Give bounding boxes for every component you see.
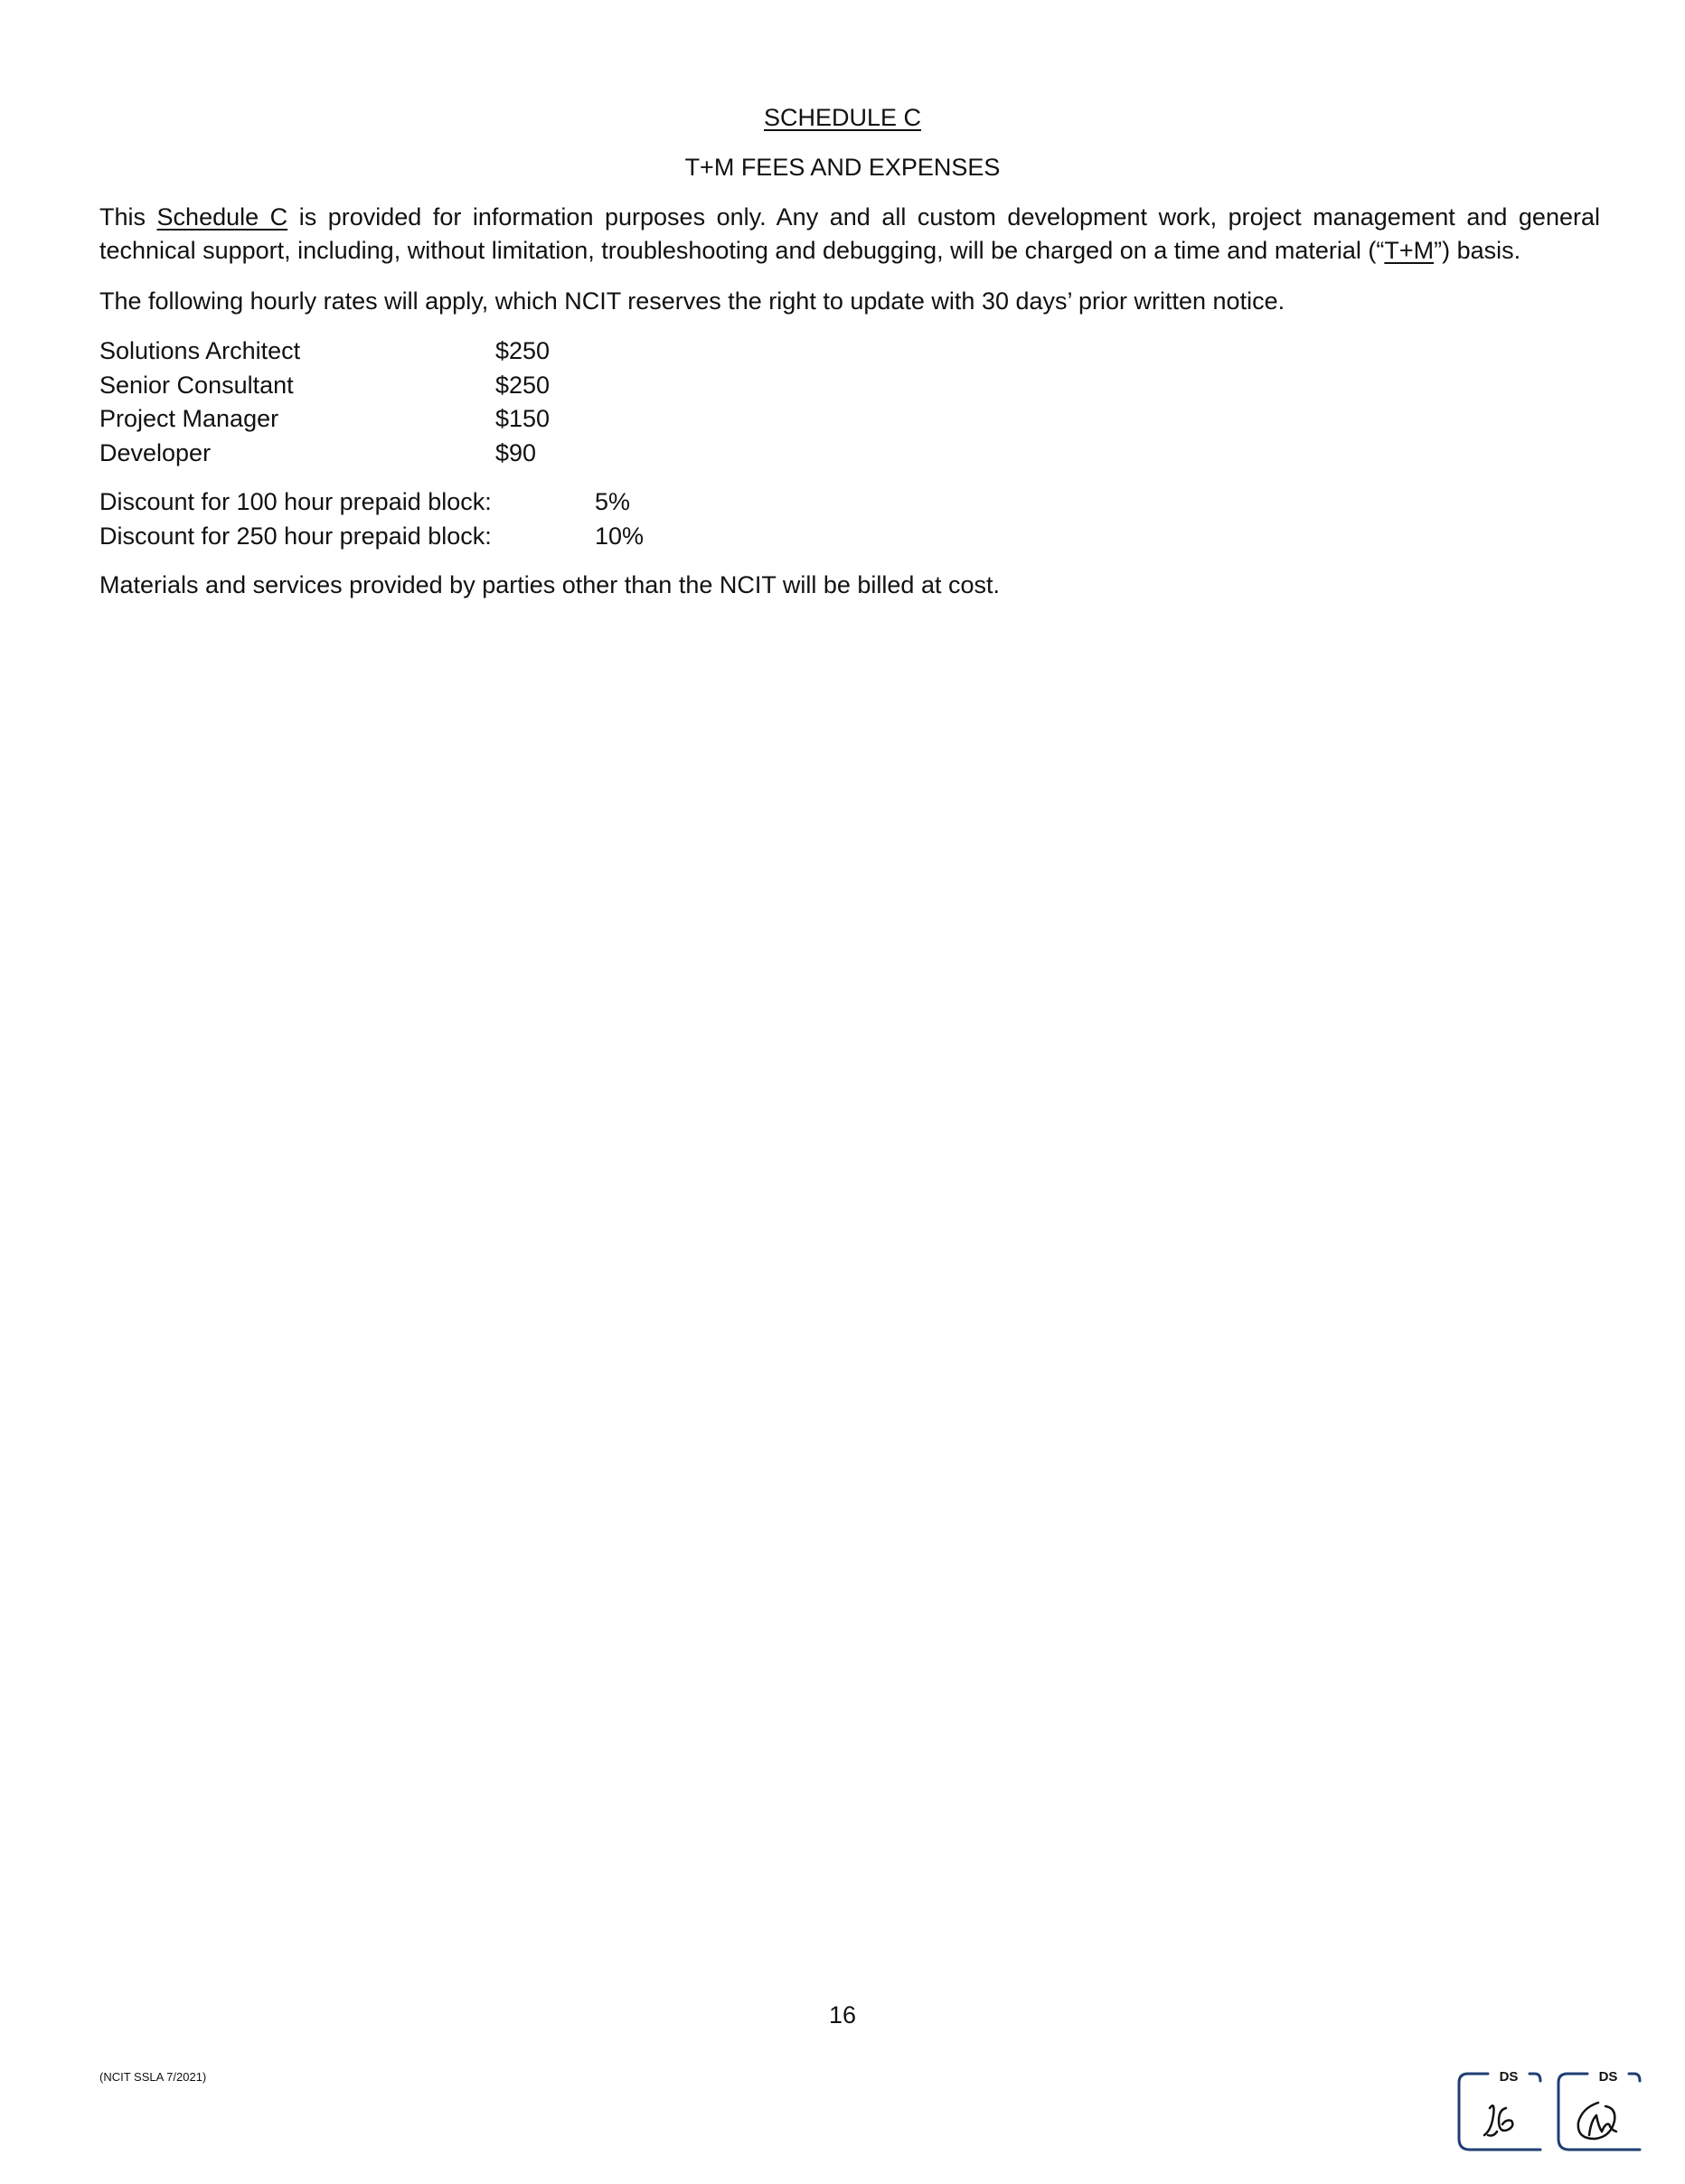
footer-reference: (NCIT SSLA 7/2021) bbox=[99, 2070, 207, 2084]
schedule-subtitle: T+M FEES AND EXPENSES bbox=[684, 154, 1001, 181]
schedule-title-text: SCHEDULE C bbox=[763, 104, 922, 131]
rates-intro-paragraph: The following hourly rates will apply, which NCIT reserves the right to update with 30 days’ prior written notice. bbox=[99, 287, 1285, 315]
intro-pre: This bbox=[99, 203, 157, 231]
discount-value: 10% bbox=[595, 522, 645, 550]
materials-note: Materials and services provided by parties other than the NCIT will be billed at cost. bbox=[99, 571, 1000, 598]
discount-row bbox=[99, 520, 644, 554]
schedule-reference: Schedule C bbox=[156, 203, 288, 231]
docusign-initials-stamp bbox=[1452, 2063, 1567, 2160]
rate-row bbox=[99, 437, 550, 471]
discount-label: Discount for 250 hour prepaid block: bbox=[99, 522, 492, 550]
rate-role: Project Manager bbox=[99, 405, 279, 432]
rate-value: $150 bbox=[495, 405, 551, 432]
rate-role: Developer bbox=[99, 438, 212, 466]
discounts-list bbox=[99, 485, 644, 553]
rate-value: $90 bbox=[495, 438, 537, 466]
page-number: 16 bbox=[828, 2001, 857, 2029]
rate-row bbox=[99, 402, 550, 437]
stamp-label: DS bbox=[1499, 2069, 1519, 2085]
rate-row bbox=[99, 334, 550, 369]
docusign-initials-stamp bbox=[1551, 2063, 1667, 2160]
rate-value: $250 bbox=[495, 371, 551, 399]
discount-value: 5% bbox=[595, 488, 631, 515]
tm-abbreviation: T+M bbox=[1384, 237, 1435, 264]
rate-role: Senior Consultant bbox=[99, 371, 294, 399]
stamp-label: DS bbox=[1598, 2069, 1618, 2085]
rate-value: $250 bbox=[495, 337, 551, 364]
schedule-title bbox=[0, 101, 1685, 134]
initials-signature-2-icon bbox=[1551, 2063, 1667, 2160]
initials-signature-1-icon bbox=[1452, 2063, 1567, 2160]
hourly-rates-list bbox=[99, 334, 550, 470]
intro-paragraph bbox=[99, 201, 1600, 268]
discount-row bbox=[99, 485, 644, 520]
discount-label: Discount for 100 hour prepaid block: bbox=[99, 488, 492, 515]
intro-mid: is provided for information purposes only. Any and all custom development work, project management and general technical support, including, without limitation, troubleshooting and debugging, will be charged on a time and material (“ bbox=[99, 203, 1600, 264]
rate-role: Solutions Architect bbox=[99, 337, 301, 364]
intro-post: ”) basis. bbox=[1434, 237, 1521, 264]
rate-row bbox=[99, 369, 550, 403]
